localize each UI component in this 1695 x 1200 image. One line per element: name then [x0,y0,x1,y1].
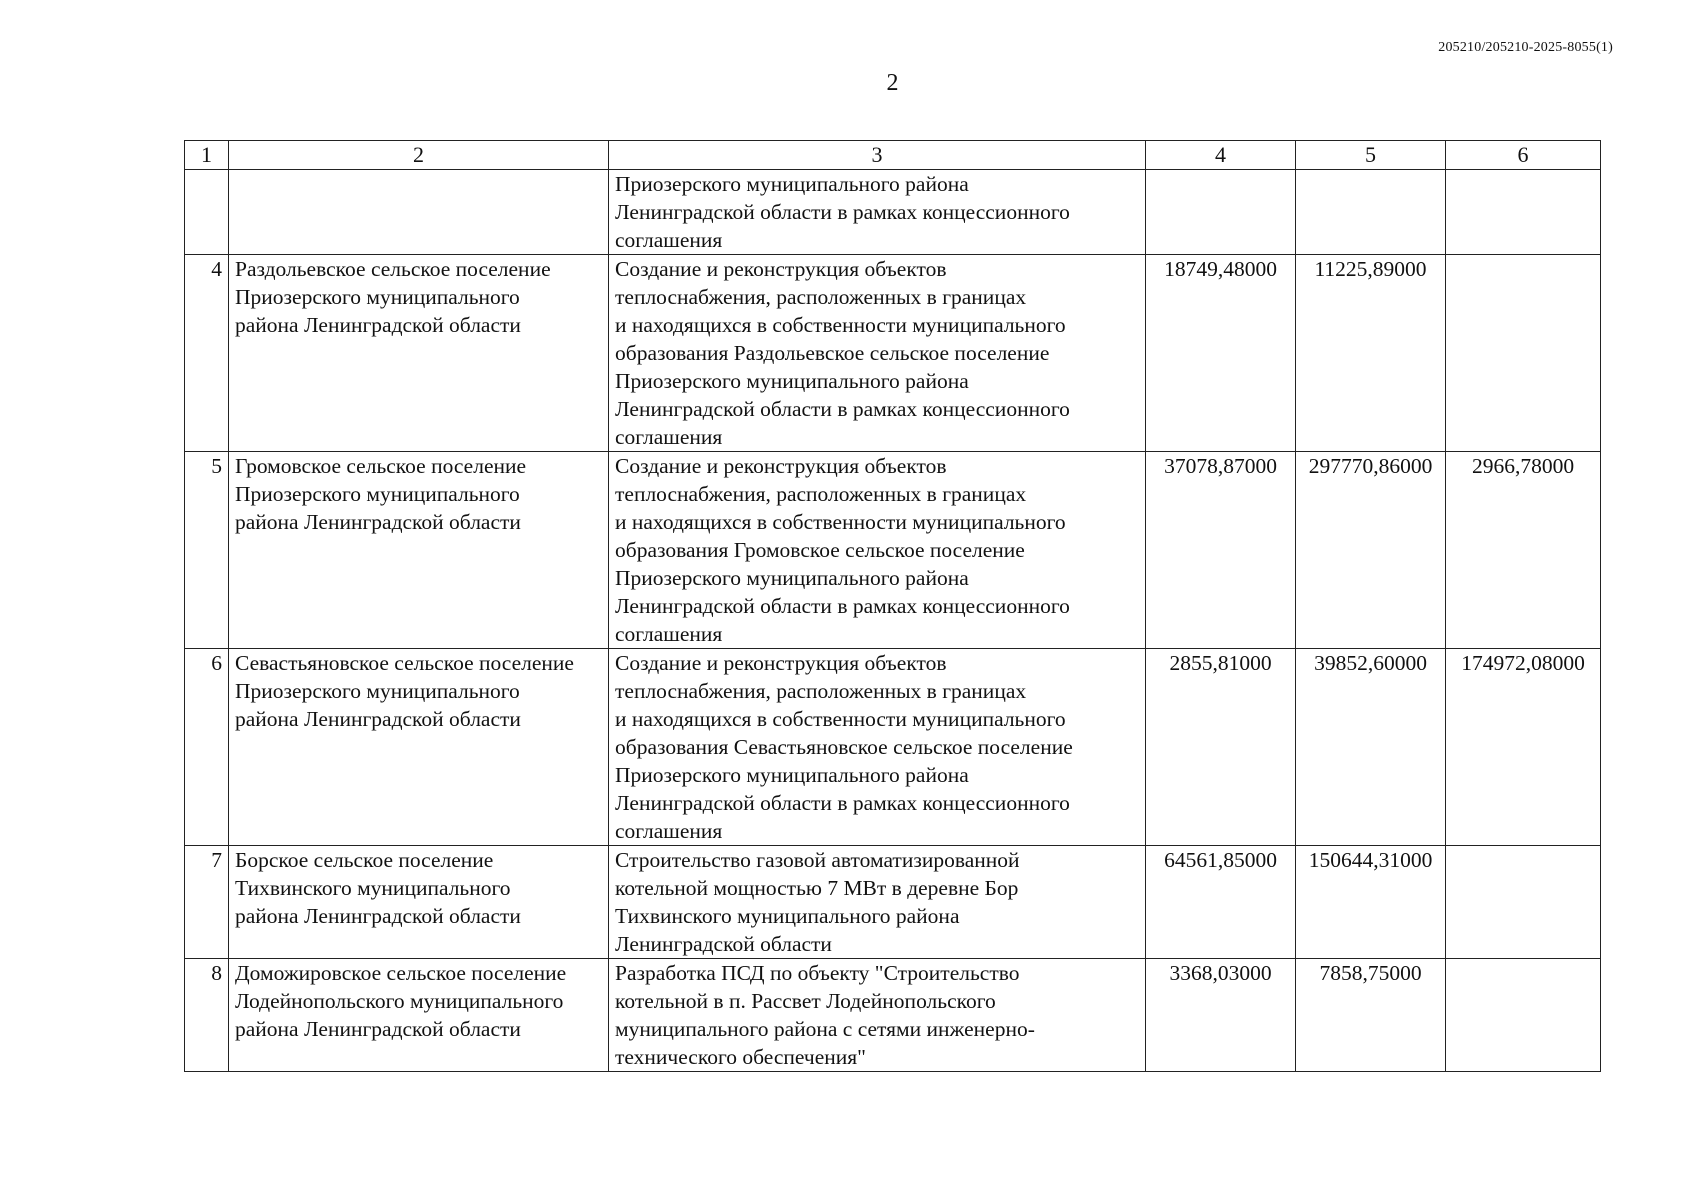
amount-col4-cell: 18749,48000 [1146,255,1296,452]
purpose-line: образования Громовское сельское поселение [615,538,1025,562]
amount-col5-cell: 297770,86000 [1296,452,1446,649]
amount-col4-cell: 2855,81000 [1146,649,1296,846]
amount-col5-cell: 11225,89000 [1296,255,1446,452]
purpose-line: Приозерского муниципального района [615,566,969,590]
purpose-line: Ленинградской области в рамках концессионного [615,200,1070,224]
purpose-line: технического обеспечения" [615,1045,866,1069]
purpose-line: Ленинградской области в рамках концессионного [615,594,1070,618]
amount-col6-cell [1446,255,1601,452]
purpose-line: Приозерского муниципального района [615,763,969,787]
recipient-line: Лодейнопольского муниципального [235,989,564,1013]
column-header: 3 [609,141,1146,170]
table-row [185,649,1601,846]
recipient-line: Громовское сельское поселение [235,454,527,478]
recipient-cell [229,170,609,255]
row-number-cell: 6 [185,649,229,846]
recipient-line: района Ленинградской области [235,510,521,534]
purpose-cell [609,846,1146,959]
purpose-line: Ленинградской области [615,932,832,956]
page-number: 2 [886,70,899,96]
purpose-line: Тихвинского муниципального района [615,904,960,928]
amount-col6-cell [1446,170,1601,255]
row-number-cell: 7 [185,846,229,959]
amount-col5-cell [1296,170,1446,255]
row-number-cell: 8 [185,959,229,1072]
column-header: 5 [1296,141,1446,170]
table-row [185,255,1601,452]
allocation-table [184,140,1601,1072]
column-header: 4 [1146,141,1296,170]
recipient-line: района Ленинградской области [235,1017,521,1041]
purpose-line: Создание и реконструкция объектов [615,454,947,478]
amount-col4-cell [1146,170,1296,255]
row-number-cell: 5 [185,452,229,649]
recipient-cell [229,452,609,649]
purpose-cell [609,452,1146,649]
purpose-cell [609,255,1146,452]
purpose-line: муниципального района с сетями инженерно- [615,1017,1035,1041]
purpose-line: Создание и реконструкция объектов [615,257,947,281]
amount-col6-cell [1446,846,1601,959]
table-row [185,170,1601,255]
purpose-line: образования Севастьяновское сельское поселение [615,735,1073,759]
recipient-line: Раздольевское сельское поселение [235,257,551,281]
purpose-line: Создание и реконструкция объектов [615,651,947,675]
purpose-line: и находящихся в собственности муниципального [615,313,1066,337]
recipient-line: района Ленинградской области [235,313,521,337]
purpose-line: теплоснабжения, расположенных в границах [615,285,1027,309]
purpose-line: образования Раздольевское сельское поселение [615,341,1050,365]
purpose-cell [609,170,1146,255]
recipient-line: района Ленинградской области [235,904,521,928]
amount-col6-cell: 2966,78000 [1446,452,1601,649]
amount-col4-cell: 3368,03000 [1146,959,1296,1072]
column-header: 1 [185,141,229,170]
purpose-line: соглашения [615,228,723,252]
purpose-line: соглашения [615,425,723,449]
recipient-line: Приозерского муниципального [235,285,520,309]
table-row [185,452,1601,649]
recipient-line: Приозерского муниципального [235,679,520,703]
recipient-cell [229,959,609,1072]
amount-col4-cell: 37078,87000 [1146,452,1296,649]
recipient-line: Приозерского муниципального [235,482,520,506]
purpose-line: Ленинградской области в рамках концессионного [615,397,1070,421]
recipient-cell [229,649,609,846]
purpose-line: Приозерского муниципального района [615,172,969,196]
amount-col4-cell: 64561,85000 [1146,846,1296,959]
purpose-line: Приозерского муниципального района [615,369,969,393]
recipient-cell [229,846,609,959]
amount-col5-cell: 150644,31000 [1296,846,1446,959]
column-header: 6 [1446,141,1601,170]
purpose-line: соглашения [615,819,723,843]
table-row [185,846,1601,959]
amount-col5-cell: 39852,60000 [1296,649,1446,846]
row-number-cell: 4 [185,255,229,452]
purpose-line: теплоснабжения, расположенных в границах [615,679,1027,703]
row-number-cell [185,170,229,255]
purpose-line: Строительство газовой автоматизированной [615,848,1020,872]
amount-col6-cell [1446,959,1601,1072]
table-header-row [185,141,1601,170]
purpose-cell [609,959,1146,1072]
purpose-line: Ленинградской области в рамках концессионного [615,791,1070,815]
purpose-line: котельной в п. Рассвет Лодейнопольского [615,989,996,1013]
recipient-cell [229,255,609,452]
purpose-line: и находящихся в собственности муниципального [615,707,1066,731]
recipient-line: Севастьяновское сельское поселение [235,651,574,675]
recipient-line: Тихвинского муниципального [235,876,511,900]
purpose-cell [609,649,1146,846]
recipient-line: района Ленинградской области [235,707,521,731]
recipient-line: Борское сельское поселение [235,848,494,872]
table-body [185,141,1601,1072]
column-header: 2 [229,141,609,170]
document-number: 205210/205210-2025-8055(1) [1438,40,1613,55]
purpose-line: Разработка ПСД по объекту "Строительство [615,961,1020,985]
recipient-line: Доможировское сельское поселение [235,961,567,985]
amount-col5-cell: 7858,75000 [1296,959,1446,1072]
table-row [185,959,1601,1072]
amount-col6-cell: 174972,08000 [1446,649,1601,846]
purpose-line: котельной мощностью 7 МВт в деревне Бор [615,876,1019,900]
purpose-line: теплоснабжения, расположенных в границах [615,482,1027,506]
purpose-line: и находящихся в собственности муниципального [615,510,1066,534]
purpose-line: соглашения [615,622,723,646]
